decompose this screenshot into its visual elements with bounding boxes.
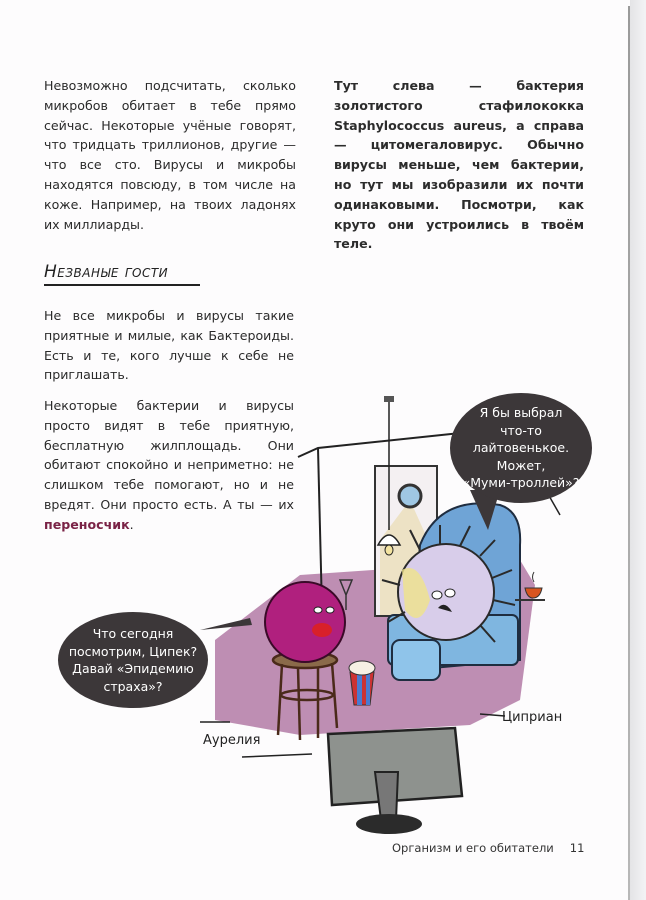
bubble-right-line: Может,	[496, 457, 546, 473]
running-title: Организм и его обитатели	[392, 841, 554, 855]
label-ciprian: Циприан	[502, 710, 563, 725]
speech-bubble-bacterium	[58, 612, 208, 708]
bubble-right-line: Я бы выбрал	[479, 405, 563, 421]
bubble-left-line: страха»?	[103, 678, 163, 694]
bubble-left-line: посмотрим, Ципек?	[68, 643, 198, 659]
highlight-term: переносчик	[44, 516, 130, 532]
section-heading: Незваные гости	[44, 262, 200, 286]
section-paragraph-1: Не все микробы и вирусы такие приятные и милые, как Бактероиды. Есть и те, кого лучше к себе не приглашать.	[44, 308, 294, 383]
tv-monitor	[328, 728, 462, 834]
bubble-right-line: «Муми-троллей»?	[462, 475, 580, 491]
bubble-left-line: Давай «Эпидемию	[72, 661, 194, 676]
bacterium-aurelia	[265, 582, 345, 662]
page-footer	[392, 841, 584, 855]
label-aurelia: Аурелия	[203, 733, 261, 748]
porthole-window	[399, 485, 421, 507]
intro-left-paragraph: Невозможно подсчитать, сколько микробов обитает в тебе прямо сейчас. Некоторые учёные говорят, что тридцать триллионов, другие — что все сто. Вирусы и микробы находятся повсюду, в том числе на коже. Например, на твоих ладонях их миллиарды.	[44, 78, 296, 232]
speech-bubble-virus	[450, 393, 592, 503]
section-paragraph-2-text: Некоторые бактерии и вирусы просто видят в тебе приятную, бесплатную жилплощадь. Они обитают спокойно и неприметно: не слишком тебе помогают, но и не вредят. Они просто есть. А ты — их	[44, 398, 294, 512]
section-paragraph-2-end: .	[129, 516, 134, 532]
wall-line	[298, 432, 470, 457]
bubble-right-line: что-то	[500, 422, 542, 438]
intro-right-paragraph: Тут слева — бактерия золотистого стафилококка Staphylococcus aureus, а справа — цитомегаловирус. Обычно вирусы меньше, чем бактерии, но тут мы изобразили их почти одинаковыми. Посмотри, как круто они устроились в твоём теле.	[334, 78, 584, 252]
popcorn-bucket	[349, 661, 375, 705]
bubble-left-line: Что сегодня	[92, 626, 174, 641]
bubble-right-line: лайтовенькое.	[472, 440, 570, 456]
page-number: 11	[569, 841, 585, 855]
